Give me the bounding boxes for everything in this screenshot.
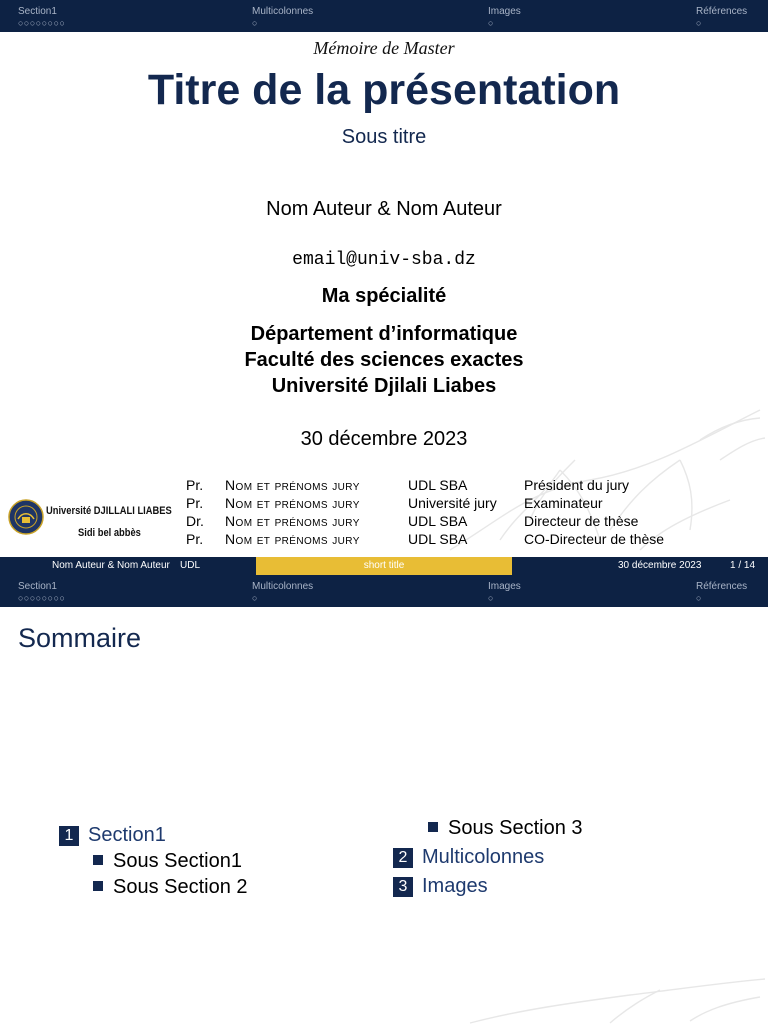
jury-name: Nom et prénoms jury — [225, 531, 360, 547]
jury-name: Nom et prénoms jury — [225, 513, 360, 529]
jury-institution: Université jury — [408, 495, 497, 511]
presentation-title: Titre de la présentation — [147, 66, 621, 114]
department: Département d’informatique — [250, 323, 518, 345]
footer-date-box — [512, 557, 768, 575]
nav-frame-dots[interactable]: ○ — [488, 593, 494, 603]
jury-title: Pr. — [186, 495, 204, 511]
nav-section-label: Multicolonnes — [252, 6, 314, 17]
toc-section-1[interactable] — [59, 824, 166, 847]
toc-section-label: Images — [422, 875, 488, 897]
nav-section-multicolonnes[interactable] — [252, 6, 313, 28]
nav-section-section1[interactable] — [18, 581, 66, 603]
nav-section-section1[interactable] — [18, 6, 66, 28]
nav-frame-dots[interactable]: ○○○○○○○○ — [18, 18, 66, 28]
nav-section-label: Références — [696, 6, 748, 17]
toc-section-label: Section1 — [88, 824, 166, 846]
toc-section-number: 2 — [393, 848, 413, 868]
authors: Nom Auteur & Nom Auteur — [266, 198, 502, 220]
nav-section-multicolonnes[interactable] — [252, 581, 313, 603]
slide-footer — [0, 557, 768, 575]
jury-title: Dr. — [186, 513, 204, 529]
logo-university-city: Sidi bel abbès — [78, 527, 141, 539]
nav-section-images[interactable] — [488, 581, 521, 603]
jury-role: Directeur de thèse — [524, 513, 639, 529]
nav-frame-dots[interactable]: ○○○○○○○○ — [18, 593, 66, 603]
nav-section-label: Images — [488, 6, 521, 17]
university-logo-icon — [8, 499, 44, 535]
nav-section-label: Section1 — [18, 6, 57, 17]
nav-section-label: Section1 — [18, 581, 57, 592]
toc-subsection-label: Sous Section1 — [113, 850, 242, 872]
toc-subsection-3[interactable] — [428, 817, 583, 840]
nav-frame-dots[interactable]: ○ — [696, 593, 702, 603]
toc-section-3[interactable] — [393, 875, 488, 898]
frame-title: Sommaire — [18, 623, 142, 653]
nav-frame-dots[interactable]: ○ — [488, 18, 494, 28]
nav-section-references[interactable] — [696, 6, 747, 28]
nav-section-references[interactable] — [696, 581, 747, 603]
footer-institution: UDL — [180, 560, 201, 571]
nav-section-images[interactable] — [488, 6, 521, 28]
section-navbar — [0, 575, 768, 607]
university: Université Djilali Liabes — [271, 375, 497, 397]
jury-name: Nom et prénoms jury — [225, 477, 360, 493]
jury-name: Nom et prénoms jury — [225, 495, 360, 511]
nav-frame-dots[interactable]: ○ — [252, 593, 258, 603]
author-email: email@univ-sba.dz — [292, 250, 476, 270]
nav-section-label: Images — [488, 581, 521, 592]
jury-role: Examinateur — [524, 495, 603, 511]
toc-section-number: 1 — [59, 826, 79, 846]
faculty: Faculté des sciences exactes — [244, 349, 524, 371]
footer-short-title: short title — [256, 557, 512, 575]
thesis-kicker: Mémoire de Master — [313, 38, 455, 58]
toc-subsection-2[interactable] — [93, 876, 248, 899]
presentation-subtitle: Sous titre — [341, 126, 427, 148]
jury-role: CO-Directeur de thèse — [524, 531, 665, 547]
footer-author-box — [0, 557, 256, 575]
watermark-ornament — [460, 975, 768, 1024]
nav-section-label: Multicolonnes — [252, 581, 314, 592]
jury-institution: UDL SBA — [408, 531, 468, 547]
footer-page-number: 1 / 14 — [730, 560, 756, 571]
toc-section-number: 3 — [393, 877, 413, 897]
toc-subsection-label: Sous Section 2 — [113, 876, 248, 898]
nav-frame-dots[interactable]: ○ — [696, 18, 702, 28]
jury-institution: UDL SBA — [408, 513, 468, 529]
nav-section-label: Références — [696, 581, 748, 592]
section-navbar — [0, 0, 768, 32]
jury-title: Pr. — [186, 531, 204, 547]
footer-author: Nom Auteur & Nom Auteur — [52, 560, 170, 571]
jury-title: Pr. — [186, 477, 204, 493]
square-bullet-icon — [93, 855, 103, 865]
logo-university-name: Université DJILLALI LIABES — [46, 505, 172, 517]
square-bullet-icon — [428, 822, 438, 832]
toc-section-label: Multicolonnes — [422, 846, 545, 868]
jury-role: Président du jury — [524, 477, 630, 493]
presentation-date: 30 décembre 2023 — [300, 428, 468, 450]
nav-frame-dots[interactable]: ○ — [252, 18, 258, 28]
toc-section-2[interactable] — [393, 846, 544, 869]
toc-subsection-1[interactable] — [93, 850, 242, 873]
jury-institution: UDL SBA — [408, 477, 468, 493]
institution-block — [0, 321, 768, 399]
footer-date: 30 décembre 2023 — [618, 560, 702, 571]
square-bullet-icon — [93, 881, 103, 891]
toc-slide — [0, 575, 768, 1024]
toc-subsection-label: Sous Section 3 — [448, 817, 583, 839]
specialty: Ma spécialité — [321, 285, 447, 307]
